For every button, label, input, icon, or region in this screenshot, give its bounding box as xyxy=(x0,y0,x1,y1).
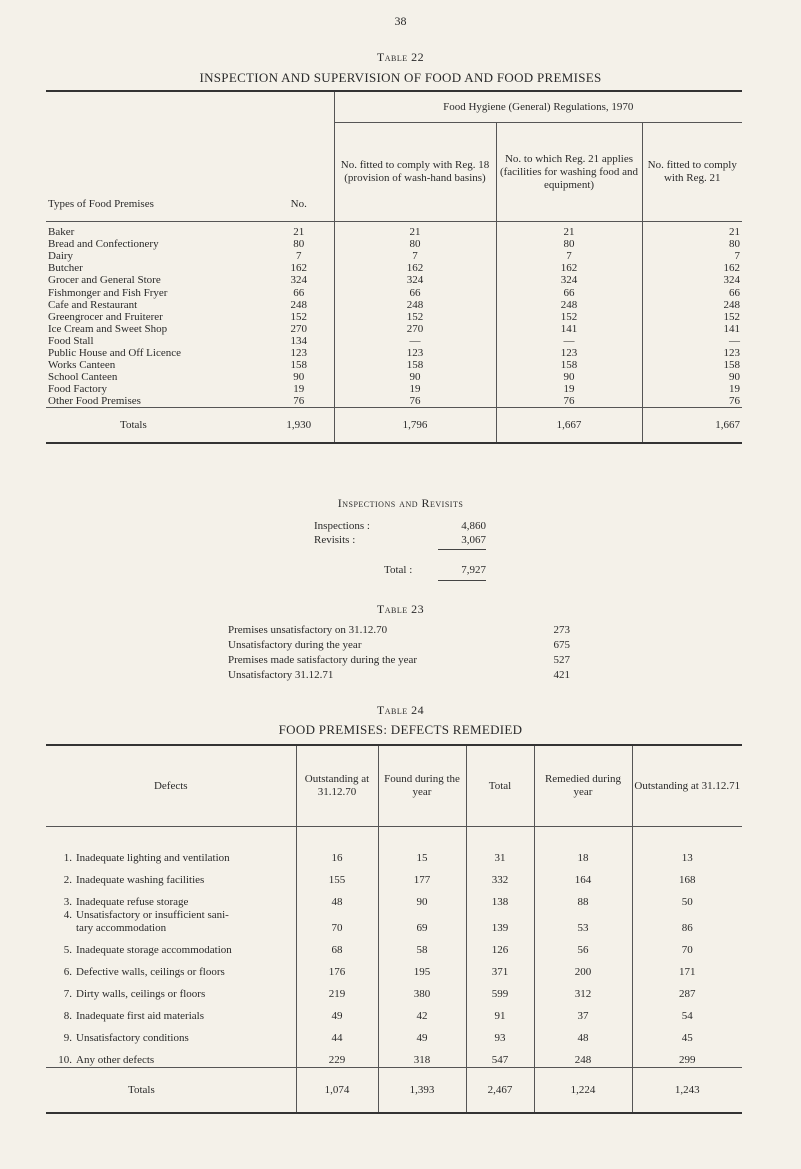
table-row xyxy=(46,827,742,866)
cell-remedied: 88 xyxy=(534,887,632,909)
col-remedied-header: Remedied during year xyxy=(534,745,632,827)
cell-end: 54 xyxy=(632,1001,742,1023)
cell-found: 58 xyxy=(378,935,466,957)
cell-total: 138 xyxy=(466,887,534,909)
table23-label: Premises made satisfactory during the year xyxy=(228,654,418,666)
cell-remedied: 248 xyxy=(534,1045,632,1068)
cell-remedied: 48 xyxy=(534,1023,632,1045)
table22-heading: INSPECTION AND SUPERVISION OF FOOD AND FOOD PREMISES xyxy=(199,70,602,85)
table-row xyxy=(46,323,742,335)
defect-label: Unsatisfactory or insufficient sani- xyxy=(76,909,229,921)
cell-start: 49 xyxy=(296,1001,378,1023)
cell-found: 90 xyxy=(378,887,466,909)
table-row xyxy=(46,395,742,408)
cell-fitted: 123 xyxy=(642,347,742,359)
cell-applies: 162 xyxy=(496,262,642,274)
cell-no: 158 xyxy=(290,359,307,372)
table23-label: Unsatisfactory 31.12.71 xyxy=(228,669,334,681)
table23-label: Premises unsatisfactory on 31.12.70 xyxy=(228,624,388,636)
cell-applies: — xyxy=(496,335,642,347)
total-fitted: 1,667 xyxy=(642,408,742,444)
table-row xyxy=(46,887,742,909)
premises-type: Cafe and Restaurant xyxy=(48,298,138,311)
cell-remedied: 18 xyxy=(534,827,632,866)
cell-found: 195 xyxy=(378,957,466,979)
cell-start: 16 xyxy=(296,827,378,866)
cell-start: 176 xyxy=(296,957,378,979)
table23-value: 273 xyxy=(553,624,570,636)
inspections-label: Inspections : xyxy=(314,520,370,532)
table-row xyxy=(46,1001,742,1023)
totals-label: Totals xyxy=(46,1068,296,1114)
premises-type: Ice Cream and Sweet Shop xyxy=(48,322,168,335)
total-no: 1,930 xyxy=(264,408,334,444)
cell-no: 162 xyxy=(290,262,307,275)
defect-label: Dirty walls, ceilings or floors xyxy=(76,988,206,1000)
table-row xyxy=(46,222,742,239)
col-outstanding-start-header: Outstanding at 31.12.70 xyxy=(296,745,378,827)
premises-type: School Canteen xyxy=(48,371,118,384)
defect-name xyxy=(46,827,296,866)
cell-no: 324 xyxy=(290,274,307,287)
totals-row xyxy=(46,408,742,444)
cell-total: 126 xyxy=(466,935,534,957)
cell-total: 547 xyxy=(466,1045,534,1068)
cell-no: 134 xyxy=(290,334,307,347)
table22-caption: Table 22 xyxy=(376,50,425,64)
col-total-header: Total xyxy=(466,745,534,827)
defect-name xyxy=(46,957,296,979)
table23-value: 675 xyxy=(553,639,570,651)
table-row xyxy=(46,238,742,250)
cell-fitted: 162 xyxy=(642,262,742,274)
cell-start: 229 xyxy=(296,1045,378,1068)
premises-type: Bread and Confectionery xyxy=(48,238,159,251)
defect-number: 3. xyxy=(63,896,72,908)
cell-reg18: — xyxy=(334,335,496,347)
table-row xyxy=(46,1023,742,1045)
cell-no: 152 xyxy=(290,310,307,323)
defect-number: 1. xyxy=(63,852,72,864)
cell-no: 248 xyxy=(290,298,307,311)
page-number: 38 xyxy=(394,14,407,28)
total-start: 1,074 xyxy=(296,1068,378,1114)
cell-total: 332 xyxy=(466,865,534,887)
cell-fitted: — xyxy=(642,335,742,347)
table-row xyxy=(46,957,742,979)
cell-no: 80 xyxy=(293,238,305,251)
totals-row xyxy=(46,1068,742,1114)
defect-number: 7. xyxy=(63,988,72,1000)
cell-remedied: 200 xyxy=(534,957,632,979)
cell-applies: 76 xyxy=(496,395,642,408)
cell-end: 299 xyxy=(632,1045,742,1068)
cell-fitted: 66 xyxy=(642,286,742,298)
col-reg21-applies-header: No. to which Reg. 21 applies (facilities for washing food and equipment) xyxy=(496,123,642,222)
table-row xyxy=(46,335,742,347)
table-row xyxy=(46,909,742,935)
cell-no: 123 xyxy=(290,346,307,359)
cell-remedied: 53 xyxy=(534,909,632,935)
cell-fitted: 90 xyxy=(642,371,742,383)
table23-value: 527 xyxy=(553,654,570,666)
cell-no: 7 xyxy=(296,250,302,263)
cell-reg18: 90 xyxy=(334,371,496,383)
cell-reg18: 158 xyxy=(334,359,496,371)
table-row xyxy=(46,359,742,371)
cell-start: 44 xyxy=(296,1023,378,1045)
cell-reg18: 162 xyxy=(334,262,496,274)
cell-reg18: 324 xyxy=(334,274,496,286)
cell-applies: 21 xyxy=(496,222,642,239)
defect-name xyxy=(46,979,296,1001)
cell-fitted: 7 xyxy=(642,250,742,262)
cell-found: 69 xyxy=(378,909,466,935)
defect-label: Inadequate lighting and ventilation xyxy=(76,852,230,864)
col-outstanding-end-header: Outstanding at 31.12.71 xyxy=(632,745,742,827)
table-row xyxy=(46,371,742,383)
cell-found: 15 xyxy=(378,827,466,866)
cell-fitted: 76 xyxy=(642,395,742,408)
cell-start: 219 xyxy=(296,979,378,1001)
cell-start: 48 xyxy=(296,887,378,909)
cell-fitted: 80 xyxy=(642,238,742,250)
cell-end: 70 xyxy=(632,935,742,957)
table-row xyxy=(46,311,742,323)
table23-caption: Table 23 xyxy=(376,602,425,616)
total-remedied: 1,224 xyxy=(534,1068,632,1114)
cell-applies: 7 xyxy=(496,250,642,262)
cell-total: 31 xyxy=(466,827,534,866)
cell-applies: 90 xyxy=(496,371,642,383)
cell-reg18: 7 xyxy=(334,250,496,262)
revisits-value: 3,067 xyxy=(461,534,486,546)
cell-applies: 158 xyxy=(496,359,642,371)
col-types-header: Types of Food Premises xyxy=(46,91,264,222)
cell-total: 93 xyxy=(466,1023,534,1045)
col-reg18-header: No. fitted to comply with Reg. 18 (provision of wash-hand basins) xyxy=(334,123,496,222)
table24-heading: FOOD PREMISES: DEFECTS REMEDIED xyxy=(278,722,523,737)
cell-fitted: 248 xyxy=(642,299,742,311)
defect-label: Inadequate refuse storage xyxy=(76,896,189,908)
cell-remedied: 164 xyxy=(534,865,632,887)
defect-number: 4. xyxy=(63,909,72,921)
cell-end: 13 xyxy=(632,827,742,866)
table-row xyxy=(46,1045,742,1068)
cell-reg18: 123 xyxy=(334,347,496,359)
cell-reg18: 270 xyxy=(334,323,496,335)
defect-number: 8. xyxy=(63,1010,72,1022)
total-label: Total : xyxy=(384,564,413,576)
total-applies: 1,667 xyxy=(496,408,642,444)
premises-type: Works Canteen xyxy=(48,359,116,372)
premises-type: Fishmonger and Fish Fryer xyxy=(48,286,168,299)
subtotal-rule xyxy=(438,549,486,550)
defect-name xyxy=(46,887,296,909)
cell-applies: 80 xyxy=(496,238,642,250)
cell-applies: 123 xyxy=(496,347,642,359)
cell-end: 50 xyxy=(632,887,742,909)
cell-fitted: 19 xyxy=(642,383,742,395)
total-found: 1,393 xyxy=(378,1068,466,1114)
premises-type: Dairy xyxy=(48,250,74,263)
cell-reg18: 19 xyxy=(334,383,496,395)
defect-number: 2. xyxy=(63,874,72,886)
cell-end: 287 xyxy=(632,979,742,1001)
cell-end: 171 xyxy=(632,957,742,979)
cell-total: 371 xyxy=(466,957,534,979)
premises-type: Public House and Off Licence xyxy=(48,346,181,359)
table24-caption: Table 24 xyxy=(376,703,425,717)
cell-reg18: 76 xyxy=(334,395,496,408)
table23-value: 421 xyxy=(553,669,570,681)
premises-type: Other Food Premises xyxy=(48,395,141,408)
defect-number: 10. xyxy=(58,1054,72,1066)
table-row xyxy=(46,347,742,359)
inspections-value: 4,860 xyxy=(461,520,486,532)
cell-end: 86 xyxy=(632,909,742,935)
cell-remedied: 312 xyxy=(534,979,632,1001)
col-reg21-fitted-header: No. fitted to comply with Reg. 21 xyxy=(642,123,742,222)
cell-no: 66 xyxy=(293,286,305,299)
cell-applies: 324 xyxy=(496,274,642,286)
total-total: 2,467 xyxy=(466,1068,534,1114)
cell-total: 139 xyxy=(466,909,534,935)
defect-name xyxy=(46,865,296,887)
table-row xyxy=(46,935,742,957)
cell-start: 70 xyxy=(296,909,378,935)
premises-type: Greengrocer and Fruiterer xyxy=(48,310,163,323)
inspections-heading: Inspections and Revisits xyxy=(337,496,464,510)
table-row xyxy=(46,299,742,311)
table-row xyxy=(46,979,742,1001)
defect-name xyxy=(46,1001,296,1023)
total-end: 1,243 xyxy=(632,1068,742,1114)
cell-total: 91 xyxy=(466,1001,534,1023)
cell-reg18: 66 xyxy=(334,286,496,298)
cell-no: 90 xyxy=(293,371,305,384)
cell-no: 76 xyxy=(293,395,305,408)
cell-found: 177 xyxy=(378,865,466,887)
cell-found: 318 xyxy=(378,1045,466,1068)
cell-applies: 19 xyxy=(496,383,642,395)
defect-label: Defective walls, ceilings or floors xyxy=(76,966,225,978)
cell-reg18: 80 xyxy=(334,238,496,250)
total-value: 7,927 xyxy=(461,564,486,576)
cell-remedied: 56 xyxy=(534,935,632,957)
defect-label: Inadequate storage accommodation xyxy=(76,944,232,956)
cell-remedied: 37 xyxy=(534,1001,632,1023)
cell-fitted: 152 xyxy=(642,311,742,323)
table-row xyxy=(46,250,742,262)
cell-found: 49 xyxy=(378,1023,466,1045)
defect-name xyxy=(46,1045,296,1068)
defect-label: Any other defects xyxy=(76,1054,155,1066)
defect-label: Inadequate first aid materials xyxy=(76,1010,204,1022)
total-rule xyxy=(438,580,486,581)
premises-type: Baker xyxy=(48,226,75,239)
cell-applies: 248 xyxy=(496,299,642,311)
cell-no: 270 xyxy=(290,322,307,335)
defect-number: 9. xyxy=(63,1032,72,1044)
table24 xyxy=(46,744,742,1114)
cell-fitted: 141 xyxy=(642,323,742,335)
premises-type: Food Factory xyxy=(48,383,107,396)
revisits-label: Revisits : xyxy=(314,534,356,546)
cell-reg18: 248 xyxy=(334,299,496,311)
cell-found: 380 xyxy=(378,979,466,1001)
cell-no: 19 xyxy=(293,383,305,396)
cell-fitted: 158 xyxy=(642,359,742,371)
cell-reg18: 21 xyxy=(334,222,496,239)
total-reg18: 1,796 xyxy=(334,408,496,444)
cell-no: 21 xyxy=(293,226,305,239)
defect-label-cont: tary accommodation xyxy=(76,922,167,934)
cell-found: 42 xyxy=(378,1001,466,1023)
table-row xyxy=(46,383,742,395)
cell-applies: 152 xyxy=(496,311,642,323)
cell-start: 155 xyxy=(296,865,378,887)
table-row xyxy=(46,865,742,887)
defect-label: Inadequate washing facilities xyxy=(76,874,205,886)
premises-type: Food Stall xyxy=(48,334,94,347)
cell-applies: 66 xyxy=(496,286,642,298)
group-header: Food Hygiene (General) Regulations, 1970 xyxy=(334,91,742,123)
defect-name xyxy=(46,1023,296,1045)
totals-label: Totals xyxy=(46,408,264,444)
col-defects-header: Defects xyxy=(46,745,296,827)
col-found-header: Found during the year xyxy=(378,745,466,827)
premises-type: Grocer and General Store xyxy=(48,274,161,287)
table22 xyxy=(46,90,742,444)
defect-name xyxy=(46,935,296,957)
cell-fitted: 21 xyxy=(642,222,742,239)
cell-reg18: 152 xyxy=(334,311,496,323)
table-row xyxy=(46,262,742,274)
col-no-header: No. xyxy=(264,91,334,222)
cell-total: 599 xyxy=(466,979,534,1001)
cell-applies: 141 xyxy=(496,323,642,335)
table-row xyxy=(46,274,742,286)
cell-fitted: 324 xyxy=(642,274,742,286)
cell-start: 68 xyxy=(296,935,378,957)
defect-number: 6. xyxy=(63,966,72,978)
defect-name xyxy=(46,909,296,935)
table-row xyxy=(46,286,742,298)
defect-number: 5. xyxy=(63,944,72,956)
cell-end: 168 xyxy=(632,865,742,887)
cell-end: 45 xyxy=(632,1023,742,1045)
defect-label: Unsatisfactory conditions xyxy=(76,1032,189,1044)
premises-type: Butcher xyxy=(48,262,83,275)
table23-label: Unsatisfactory during the year xyxy=(228,639,362,651)
